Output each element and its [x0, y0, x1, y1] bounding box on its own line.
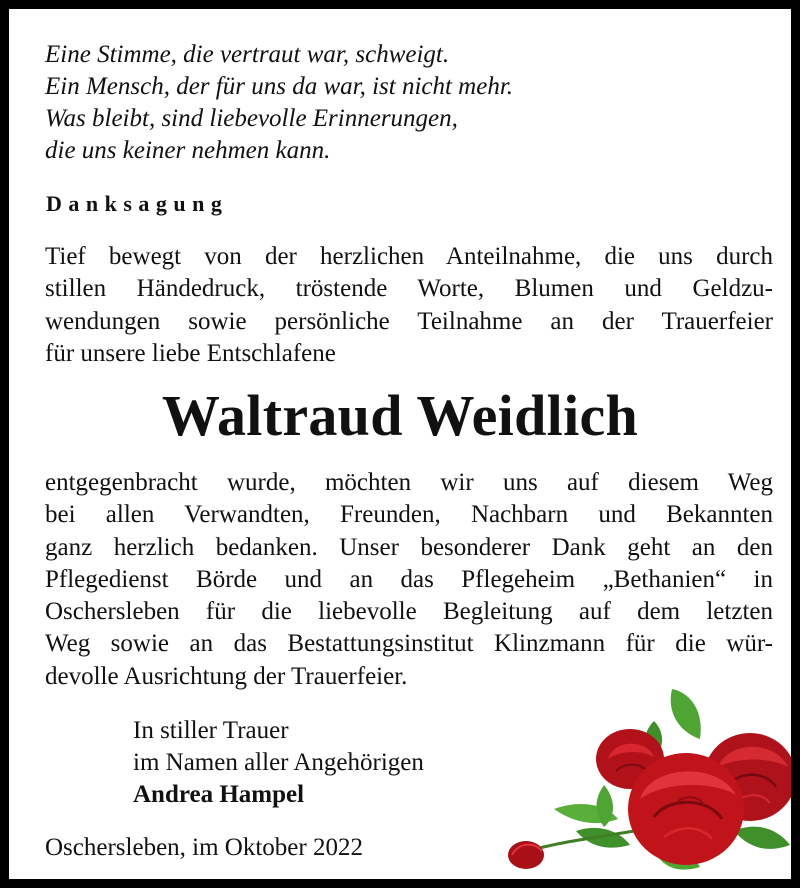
poem-line: die uns keiner nehmen kann. — [45, 137, 331, 164]
paragraph-line: Oschersleben für die liebevolle Begleitung auf dem letzten — [45, 598, 773, 626]
signature-line: In stiller Trauer — [133, 717, 289, 744]
deceased-name: Waltraud Weidlich — [161, 383, 639, 448]
paragraph-line: Tief bewegt von der herzlichen Anteilnahme, die uns durch — [45, 243, 773, 270]
signatory-name: Andrea Hampel — [133, 781, 305, 808]
memorial-poem — [45, 39, 513, 167]
paragraph-line: wendungen sowie persönliche Teilnahme an der Trauerfeier — [45, 307, 773, 335]
paragraph-line: bei allen Verwandten, Freunden, Nachbarn und Bekannten — [45, 501, 773, 529]
place-and-date: Oschersleben, im Oktober 2022 — [45, 834, 363, 861]
paragraph-line: entgegenbracht wurde, möchten wir uns auf diesem Weg — [45, 469, 773, 496]
thanks-paragraph — [45, 467, 773, 693]
poem-line: Was bleibt, sind liebevolle Erinnerungen, — [45, 105, 458, 132]
intro-paragraph — [45, 241, 773, 370]
poem-line: Eine Stimme, die vertraut war, schweigt. — [45, 41, 450, 68]
signature-line: im Namen aller Angehörigen — [133, 749, 424, 776]
red-roses-icon — [504, 681, 800, 888]
paragraph-line: Weg sowie an das Bestattungsinstitut Klinzmann für die wür- — [45, 630, 773, 658]
poem-line: Ein Mensch, der für uns da war, ist nicht mehr. — [45, 73, 514, 100]
paragraph-line: für unsere liebe Entschlafene — [45, 339, 336, 367]
paragraph-line: Pflegedienst Börde und an das Pflegeheim „Bethanien“ in — [45, 565, 773, 593]
paragraph-line: devolle Ausrichtung der Trauerfeier. — [45, 662, 408, 690]
paragraph-line: ganz herzlich bedanken. Unser besonderer Dank geht an den — [45, 533, 773, 561]
signature-block — [133, 715, 424, 811]
heading-danksagung: Danksagung — [46, 191, 229, 216]
paragraph-line: stillen Händedruck, tröstende Worte, Blumen und Geldzu- — [45, 275, 773, 303]
